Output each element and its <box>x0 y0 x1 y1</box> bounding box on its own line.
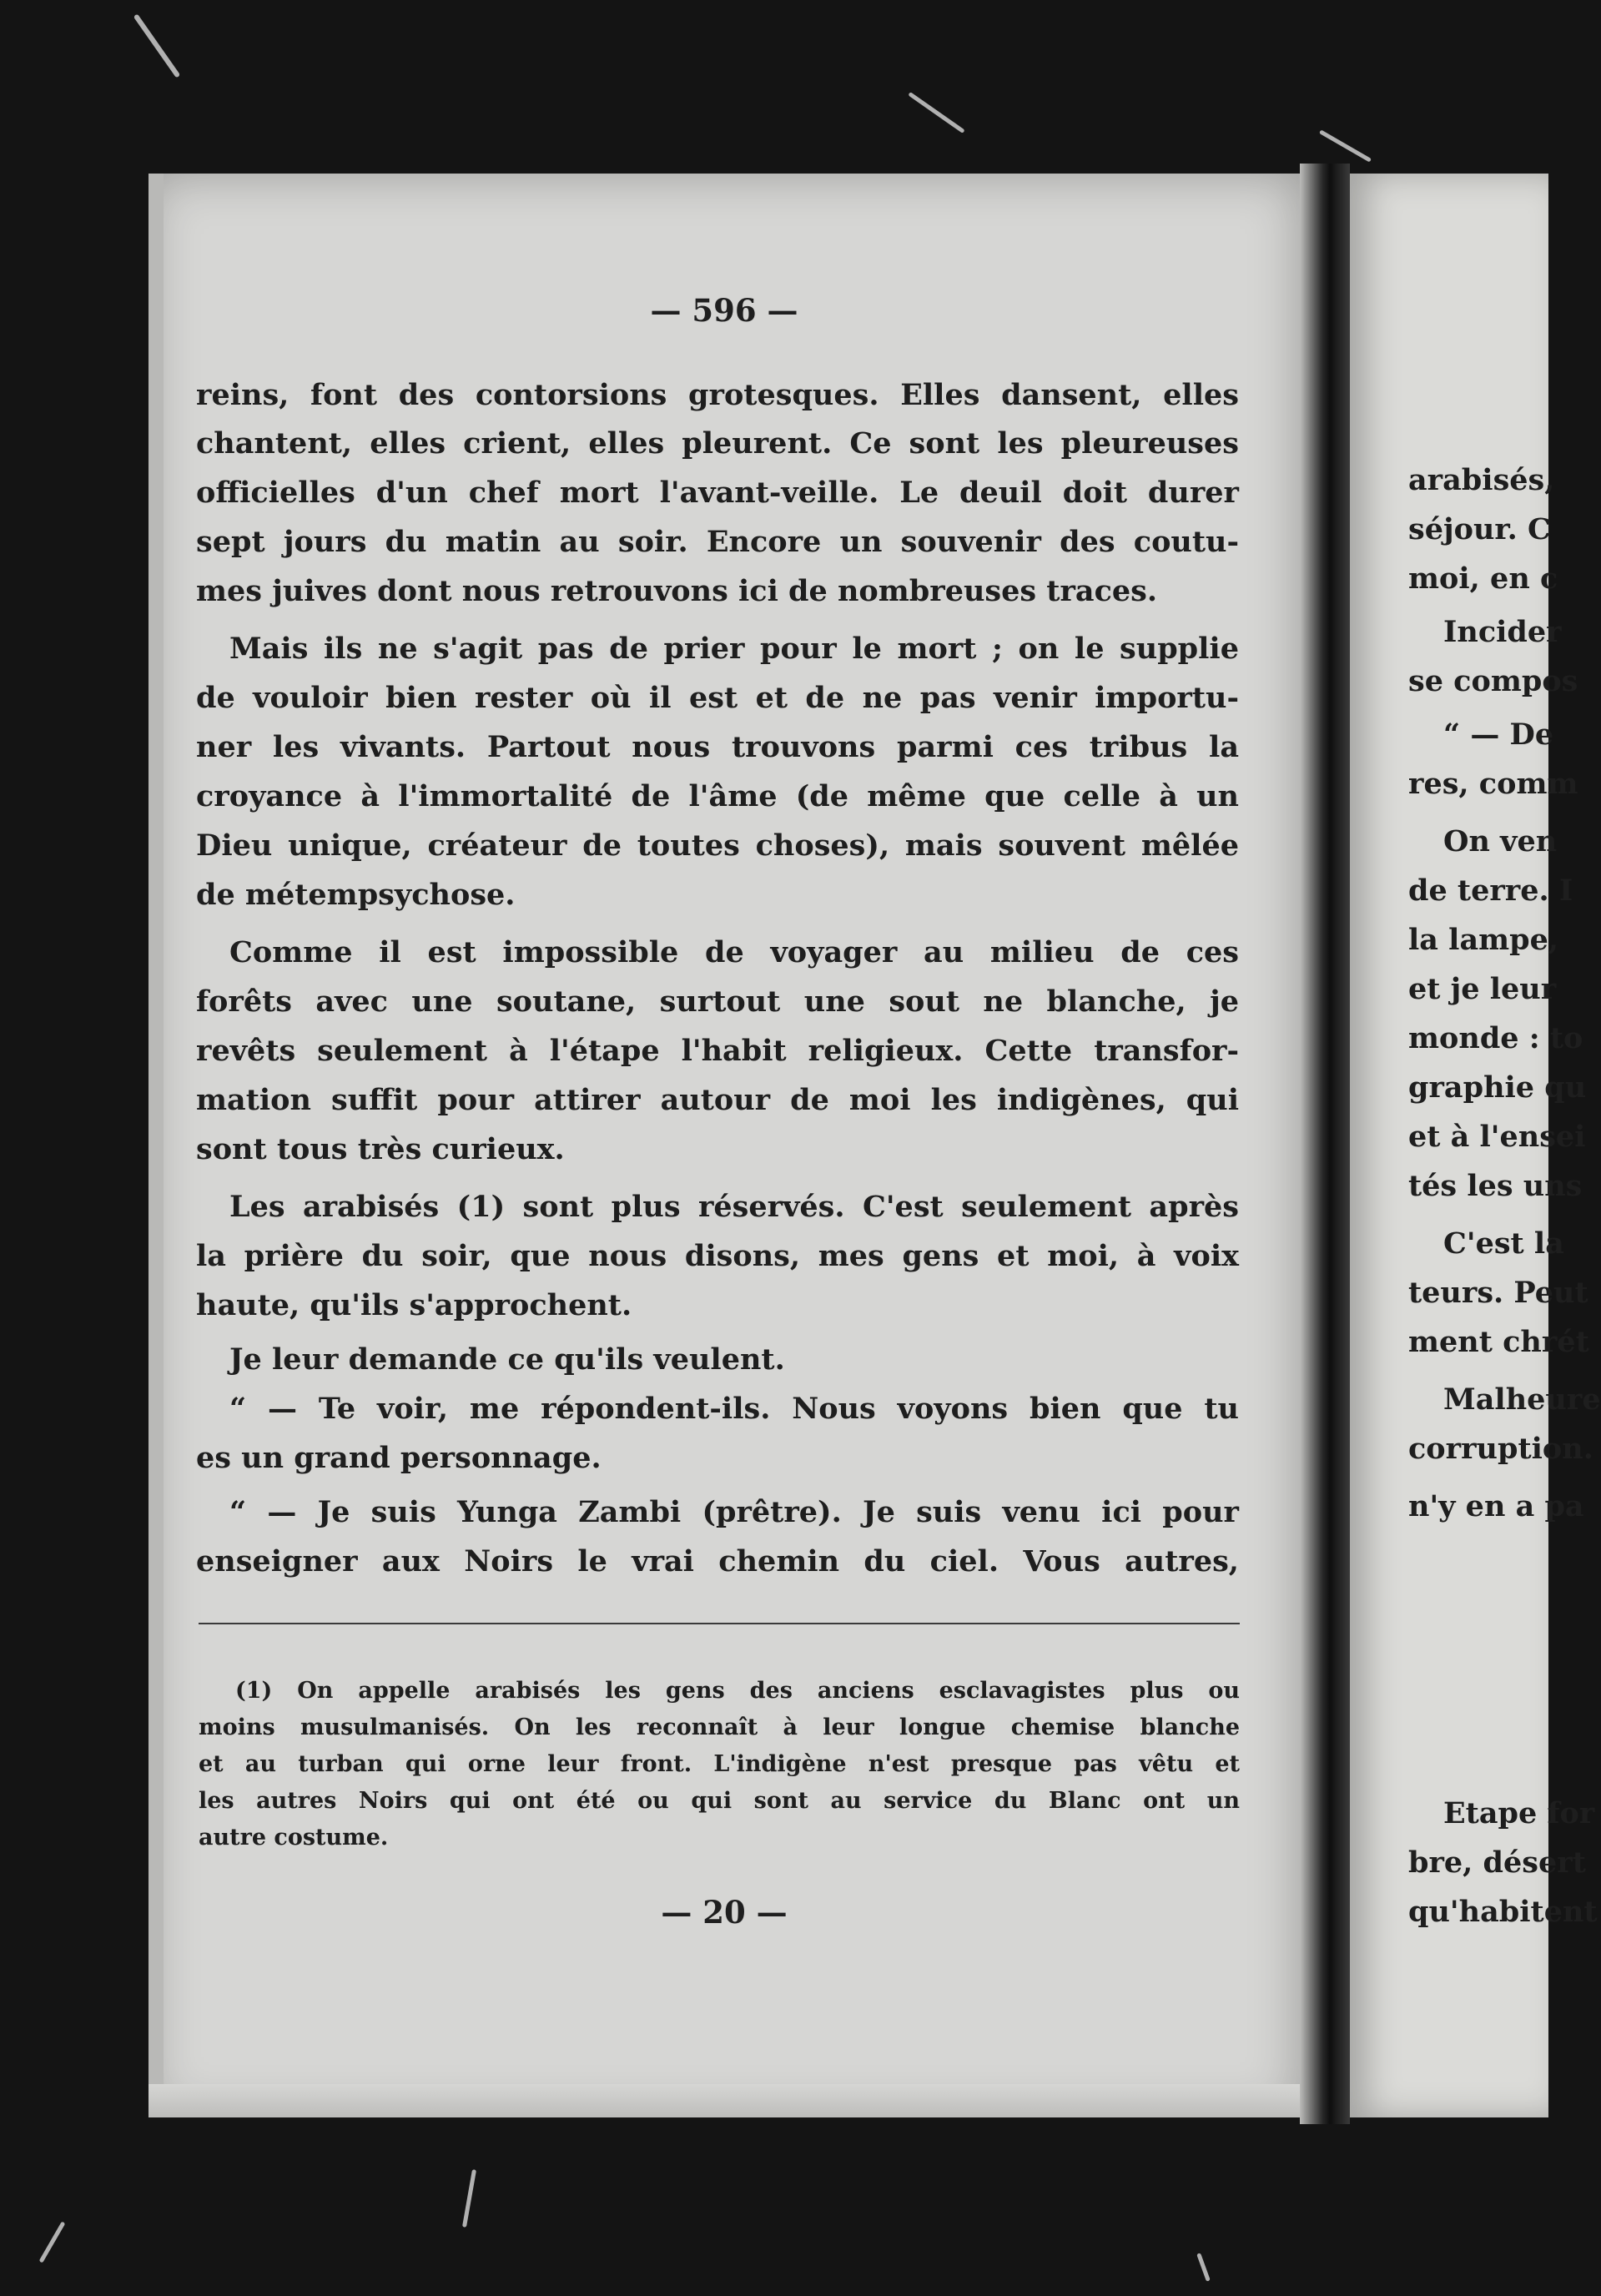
footnote-rule <box>199 1623 1240 1624</box>
footnote-line: autre costume. <box>199 1825 389 1850</box>
right-page-line: graphie qu <box>1408 1070 1587 1105</box>
footnote-line: moins musulmanisés. On les reconnaît à leur longue chemise blanche <box>199 1714 1240 1740</box>
right-page <box>1350 174 1601 2117</box>
body-line: mation suffit pour attirer autour de moi les indigènes, qui <box>196 1083 1239 1117</box>
body-line: enseigner aux Noirs le vrai chemin du ciel. Vous autres, <box>196 1544 1239 1578</box>
film-scratch <box>908 92 964 133</box>
body-line: es un grand personnage. <box>196 1441 602 1475</box>
footnote-line: les autres Noirs qui ont été ou qui sont au service du Blanc ont un <box>199 1788 1240 1814</box>
right-page-line: n'y en a pa <box>1408 1489 1584 1523</box>
body-line: officielles d'un chef mort l'avant-veille. Le deuil doit durer <box>196 476 1239 510</box>
body-line: la prière du soir, que nous disons, mes gens et moi, à voix <box>196 1239 1239 1273</box>
right-page-line: monde : to <box>1408 1021 1583 1055</box>
body-line: chantent, elles crient, elles pleurent. Ce sont les pleureuses <box>196 426 1239 461</box>
body-line: “ — Je suis Yunga Zambi (prêtre). Je suis venu ici pour <box>229 1495 1239 1529</box>
body-line: ner les vivants. Partout nous trouvons parmi ces tribus la <box>196 730 1239 764</box>
right-page-line: Etape for <box>1443 1796 1595 1830</box>
body-line: sept jours du matin au soir. Encore un souvenir des coutu- <box>196 525 1239 559</box>
body-line: Dieu unique, créateur de toutes choses), mais souvent mêlée <box>196 828 1239 863</box>
book-gutter <box>1300 164 1350 2124</box>
right-page-line: arabisés, <box>1408 463 1555 497</box>
right-page-line: corruption. <box>1408 1432 1593 1466</box>
body-line: revêts seulement à l'étape l'habit religieux. Cette transfor- <box>196 1034 1239 1068</box>
film-scratch <box>1319 129 1372 162</box>
right-page-line: se compos <box>1408 664 1578 698</box>
right-page-line: qu'habitent <box>1408 1895 1598 1929</box>
footnote-line: (1) On appelle arabisés les gens des anciens esclavagistes plus ou <box>235 1678 1240 1704</box>
right-page-line: la lampe, <box>1408 923 1559 957</box>
film-scratch <box>1196 2253 1211 2282</box>
right-page-line: et à l'ensei <box>1408 1120 1586 1154</box>
right-page-line: Incider <box>1443 615 1562 649</box>
right-page-line: bre, désert <box>1408 1845 1586 1880</box>
right-page-line: C'est la <box>1443 1226 1564 1261</box>
page-number-bottom: — 20 — <box>661 1894 788 1931</box>
body-line: Les arabisés (1) sont plus réservés. C'est seulement après <box>229 1190 1239 1224</box>
right-page-line: ment chrét <box>1408 1325 1589 1359</box>
right-page-line: de terre. I <box>1408 874 1573 908</box>
body-line: Comme il est impossible de voyager au milieu de ces <box>229 935 1239 969</box>
body-line: haute, qu'ils s'approchent. <box>196 1288 632 1322</box>
right-page-line: moi, en c <box>1408 561 1558 596</box>
body-line: croyance à l'immortalité de l'âme (de même que celle à un <box>196 779 1239 813</box>
right-page-line: res, comm <box>1408 767 1578 801</box>
right-page-line: “ — De <box>1443 718 1554 752</box>
right-page-line: Malheure <box>1443 1382 1601 1417</box>
body-line: sont tous très curieux. <box>196 1132 565 1166</box>
film-scratch <box>39 2221 66 2263</box>
body-line: de vouloir bien rester où il est et de ne pas venir importu- <box>196 681 1239 715</box>
right-page-line: teurs. Peut <box>1408 1276 1588 1310</box>
right-page-line: et je leur <box>1408 972 1557 1006</box>
film-scratch <box>133 13 181 78</box>
right-page-line: On ven <box>1443 824 1558 858</box>
page-number-top: — 596 — <box>650 292 798 329</box>
body-line: forêts avec une soutane, surtout une sout ne blanche, je <box>196 984 1239 1019</box>
body-line: reins, font des contorsions grotesques. Elles dansent, elles <box>196 378 1239 412</box>
body-line: mes juives dont nous retrouvons ici de nombreuses traces. <box>196 574 1158 608</box>
body-line: “ — Te voir, me répondent-ils. Nous voyons bien que tu <box>229 1392 1239 1426</box>
body-line: Mais ils ne s'agit pas de prier pour le mort ; on le supplie <box>229 632 1239 666</box>
right-page-line: séjour. C <box>1408 512 1551 546</box>
right-page-line: tés les uns <box>1408 1169 1583 1203</box>
film-scratch <box>462 2169 476 2228</box>
body-line: Je leur demande ce qu'ils veulent. <box>229 1342 785 1377</box>
footnote-line: et au turban qui orne leur front. L'indigène n'est presque pas vêtu et <box>199 1751 1240 1777</box>
body-line: de métempsychose. <box>196 878 516 912</box>
